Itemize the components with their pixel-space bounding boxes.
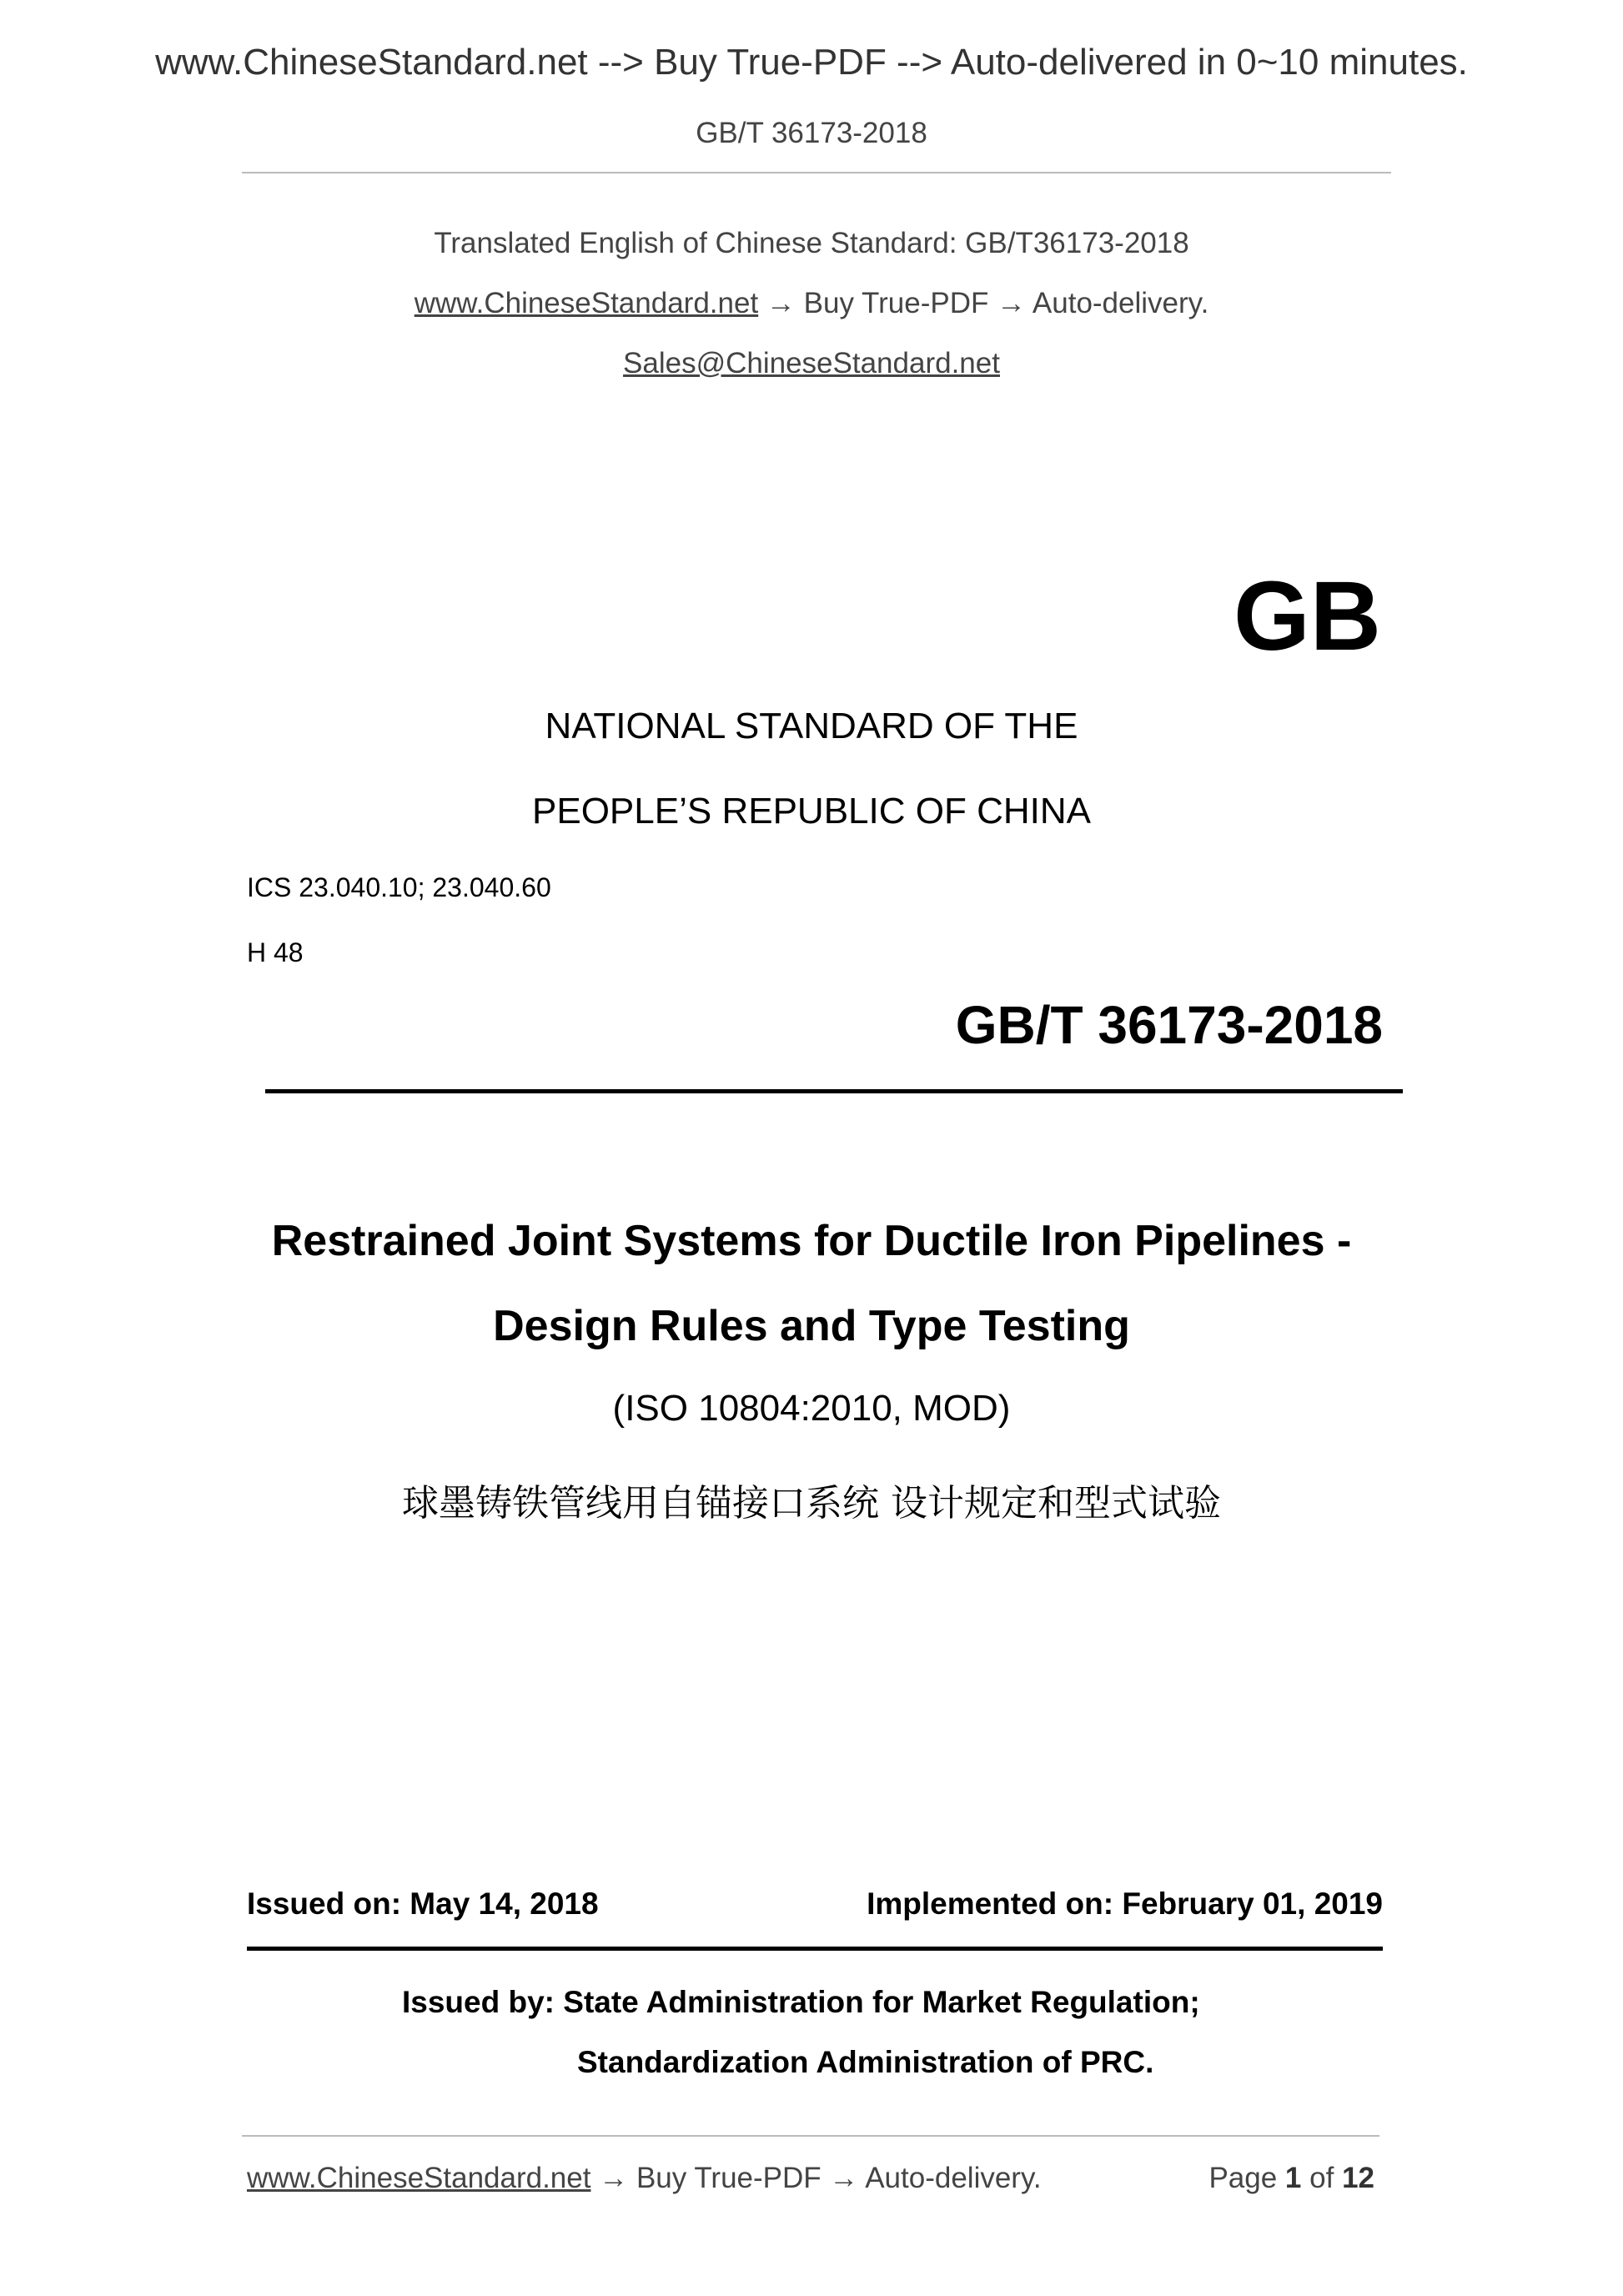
standard-number: GB/T 36173-2018 xyxy=(955,995,1383,1055)
implemented-on: Implemented on: February 01, 2019 xyxy=(867,1887,1383,1921)
ics-code: ICS 23.040.10; 23.040.60 xyxy=(247,872,551,902)
footer-delivery-text: Auto-delivery. xyxy=(865,2162,1042,2194)
dates-divider xyxy=(247,1947,1383,1951)
header-standard-code: GB/T 36173-2018 xyxy=(696,117,927,149)
footer-buy-line xyxy=(247,2162,1042,2195)
email-link[interactable]: Sales@ChineseStandard.net xyxy=(623,347,1000,379)
national-standard-line1: NATIONAL STANDARD OF THE xyxy=(545,706,1078,746)
top-banner: www.ChineseStandard.net --> Buy True-PDF --> Auto-delivered in 0~10 minutes. xyxy=(155,42,1468,83)
issued-by-line2: Standardization Administration of PRC. xyxy=(577,2045,1154,2079)
buy-line xyxy=(0,287,1623,320)
delivery-text: Auto-delivery. xyxy=(1032,287,1209,319)
right-arrow-icon: → xyxy=(829,2162,859,2194)
header-divider xyxy=(242,172,1391,173)
classification-code: H 48 xyxy=(247,937,304,967)
title-divider xyxy=(265,1089,1403,1093)
page-number: 1 xyxy=(1284,2162,1302,2194)
title-line2: Design Rules and Type Testing xyxy=(493,1302,1130,1350)
footer-divider xyxy=(242,2135,1379,2137)
right-arrow-icon: → xyxy=(599,2162,629,2194)
title-line1: Restrained Joint Systems for Ductile Iron Pipelines - xyxy=(271,1217,1352,1265)
footer-buy-text: Buy True-PDF xyxy=(636,2162,822,2194)
email-line xyxy=(0,347,1623,380)
national-standard-line2: PEOPLE’S REPUBLIC OF CHINA xyxy=(532,791,1091,831)
chinese-title: 球墨铸铁管线用自锚接口系统 设计规定和型式试验 xyxy=(402,1482,1221,1525)
page-total: 12 xyxy=(1342,2162,1374,2194)
page-label: Page xyxy=(1208,2162,1278,2194)
right-arrow-icon: → xyxy=(997,287,1027,319)
buy-text: Buy True-PDF xyxy=(803,287,989,319)
gb-mark: GB xyxy=(1234,561,1381,671)
translated-line: Translated English of Chinese Standard: GB/T36173-2018 xyxy=(434,227,1189,259)
iso-reference: (ISO 10804:2010, MOD) xyxy=(612,1388,1011,1429)
right-arrow-icon: → xyxy=(766,287,796,319)
site-link[interactable]: www.ChineseStandard.net xyxy=(414,287,759,319)
issued-on: Issued on: May 14, 2018 xyxy=(247,1887,599,1921)
of-label: of xyxy=(1309,2162,1334,2194)
footer-site-link[interactable]: www.ChineseStandard.net xyxy=(247,2162,591,2194)
page-indicator xyxy=(1208,2162,1374,2195)
issued-by-line1: Issued by: State Administration for Market Regulation; xyxy=(402,1985,1200,2019)
